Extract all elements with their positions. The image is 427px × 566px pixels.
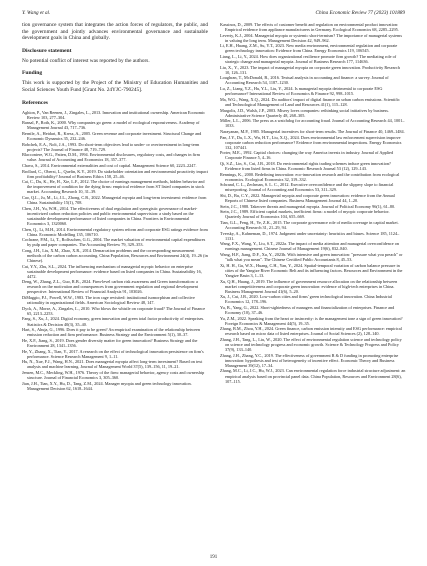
- reference-entry: Lu, Z., Liang, Y.Z., Hu, Y.L., Liu, Y., 2024. Is managerial myopia detrimental to corporate ESG performance? International Review of Economics & Finance 92, 998–1015.: [220, 86, 383, 97]
- reference-entry: Stein, J.C., 1988. Takeover threats and managerial myopia. Journal of Political Economy 96(1), 61–80.: [220, 203, 396, 209]
- reference-entry: Yu, B., Yang, G., 2022. Short-sightedness of managers and financialization of enterprises. Finance and Economy (10), 37–46.: [220, 304, 395, 315]
- reference-entry: Cochrane, P.M., Li, T., Rolfsschen, G.G., 2004. The market valuation of environmental capital expenditures by pulp and paper companies. The Accounting Review 79, 329–353.: [22, 237, 206, 248]
- reference-entry: Cai, C., Du, K., He, H., Xie, L.F., 2012. The choice of earnings management methods, hidden behavior and the improvement of condition for the dying firms: empirical evidence from ST listed companies in stock market. Accounting Research 10, 31–39.: [22, 179, 205, 195]
- reference-entry: Loughran, T., McDonald, B., 2016. Textual analysis in accounting and finance: a survey. Journal of Accounting Research 54, 1187–1230.: [220, 75, 389, 86]
- reference-entry: Chen, Q., Li, M.H., 2014. Environmental regulatory system reform and corporate ESG ratings evidence from China. Economic Modelling 135, 106710.: [22, 226, 208, 237]
- reference-entry: Kassinos, D., 2009. The effects of customer benefit and regulation on environmental product innovation: Empirical evidence from appliance manufacturers in Germany. Ecological Economics 68, 2285–2295.: [220, 22, 399, 33]
- reference-entry: Stein, J.C., 1989. Efficient capital markets, inefficient firms: a model of myopic corporate behavior. Quarterly Journal of Economics 104, 655–669.: [220, 209, 390, 220]
- reference-entry: Blacconiere, W.G., Patten, D.M., 1994. Environmental disclosures, regulatory costs, and changes in firm value. Journal of Accounting and Economics 18, 357–377.: [22, 152, 200, 163]
- reference-entry: Tversky, A., Kahneman, D., 1974. Judgment under uncertainty: heuristics and biases. Science 185, 1124–1131.: [220, 230, 400, 241]
- reference-entry: Chava, S., 2014. Environmental externalities and cost of capital. Management Science 60, 2223–2247.: [22, 163, 197, 168]
- reference-entry: Xu, J., Cui, J.B., 2020. Low-carbon cities and firms' green technological innovation. China Industrial Economics 12, 178–196.: [220, 294, 392, 305]
- reference-entry: Rennings, K., 2000. Redefining innovation: eco-innovation research and the contribution from ecological economics. Ecological Economics 32, 319–332.: [220, 171, 400, 182]
- reference-entry: Xi, H. H., Gu, W.X., Huang, C.H., Yan, Y., 2024. Spatial-temporal variation of carbon balance pressure in cities of the Yangtze River Economic Belt and its influencing factors. Resources and Environment in the Yangtze Basin 3, 1–13.: [220, 262, 403, 278]
- reference-entry: Cao, Q.L., Ju, M., Li, J.L., Zhong, C.B., 2022. Managerial myopia and long-term investment: evidence from China. Sustainability 15(1), 708.: [22, 195, 207, 206]
- reference-entry: Cong, J.H., Liu, X.M., Zhao, X.R., 2014. Demarcation problems and the corresponding measurement methods of the carbon carbon accounting. China Population, Resources and Environment 24(4), 19–26 (in Chinese).: [22, 247, 208, 263]
- funding-heading: Funding: [22, 70, 43, 77]
- page-number: 191: [209, 555, 218, 560]
- reference-entry: Chen, J.H., Yu, W.H., 2014. The effectiveness of dual regulation and synergistic governance of market-incentivized carbon reduction policies and public environmental supervision: a study based on the sustainable development performance of listed companies in China. Frontiers in Environmental Economics 3, 1320060.: [22, 205, 198, 226]
- references-list-left: [22, 110, 208, 391]
- reference-entry: Zhang, B.M., Zhou, Y.H., 2024. Green finance, carbon emission intensity and ESG performance: empirical research based on micro data of listed enterprises. Journal of Social Sciences (2), 128–140.: [220, 326, 402, 337]
- reference-entry: Cui, Y.Y., Zhu, S.L., 2024. The influencing mechanism of managerial myopic behavior on enterprise sustainable development performance: evidence based on listed companies in China. Sustainability 16, 4472.: [22, 263, 202, 279]
- reference-entry: Li, E.H., Huang, Z.M., Su, Y.T., 2023. New media environment, environmental regulation and corporate green technology innovation: Evidence from China. Energy Economics 119, 106545.: [220, 43, 398, 54]
- reference-entry: Porter, M.E., 1992. Capital choices: changing the way America invests in industry. Journal of Applied Corporate Finance 5, 4–16.: [220, 150, 394, 161]
- reference-entry: Shi, D., Bu, C.Y., 2022. Managerial myopia and corporate green innovation: evidence from the Annual Reports of Chinese listed companies. Business Management Journal 44, 1–20.: [220, 193, 395, 204]
- reference-entry: Liu, X., Y., 2023. The impact of managerial myopia on corporate green innovation. Productivity Research 10, 126–131.: [220, 64, 400, 75]
- reference-entry: Margolis, J.D., Walsh, J.P., 2003. Misery loves companies: rethinking social initiatives by business. Administrative Science Quarterly 48, 268–305.: [220, 107, 390, 118]
- reference-entry: DiMaggio, P.J., Powell, W.W., 1983. The iron cage revisited: institutional isomorphism and collective rationality in organizational fields. American Sociological Review 48, 147.: [22, 295, 195, 306]
- reference-entry: Fang, S., Xu, J., 2024. Digital economy, green innovation and green total factor productivity of enterprises. Statistics & Decision 40(3), 35–40.: [22, 316, 205, 327]
- references-heading: References: [22, 99, 48, 106]
- reference-entry: Schrand, C. L., Zechman, S. L. C., 2012. Executive overconfidence and the slippery slope to financial misreporting. Journal of Accounting and Economics 53, 311–329.: [220, 182, 394, 193]
- running-header-journal: China Economic Review 77 (2023) 101889: [315, 10, 405, 16]
- reference-entry: Bernile, A., Heidari, R., Kresz, A., 2005. Green revenue and corporate investment. Structural Change and Economic Dynamics 35, 232–246.: [22, 130, 202, 141]
- reference-entry: Pan, J.Y., Du, L.X., Wu, H.T., Liu, X.Q., 2024. Does environmental law enforcement supervision improve corporate carbon reduction performance? Evidence from environmental inspections. Energy Economics 132, 107441.: [220, 134, 402, 150]
- references-list-right: [220, 22, 406, 384]
- reference-entry: Brollard, C., Oberst, L., Quelin, K.Y., 2019. Do stakeholder orientation and environmental proactivity impact firm profitability? Journal of Business Ethics 158, 25–46.: [22, 168, 208, 179]
- reference-entry: He, Y., Zhang, X., Tian, Y., 2017. A research on the effect of technological innovation persistence on firm's performance. Science Research Management 9, 1–11.: [22, 348, 204, 359]
- reference-entry: Wang, H.F., Jiang, D.F., Xu, Y., 2023b. With intensive and green innovation: "pressure what you preach" or "talk what you mean". The Chinese Certified Public Accountants 8, 45–53.: [220, 252, 403, 263]
- intro-paragraph: tion governance system that integrates the action forces of regulators, the public, and the government and jointly advances environmental governance and sustainable development goals in China and globally.: [22, 22, 208, 42]
- reference-entry: Zhang, M.C., Li, J.C., Hu, W.J., 2023. Can environmental regulation force industrial structure adjustment: an empirical analysis based on provincial panel data. China Population, Resources and Environment 28(6), 107–115.: [220, 368, 406, 384]
- reference-entry: Dyck, A., Morse, A., Zingales, L., 2010. Who blows the whistle on corporate fraud? The Journal of Finance 65, 2213–2253.: [22, 305, 206, 316]
- reference-entry: Zhang, J.H., Tang, L., Liu, W., 2020. The effect of environmental regulation science and technology policy on science and technology progress and economic growth. Science & Technology Progress and Policy 37(9), 133–140.: [220, 336, 402, 353]
- left-column: [22, 22, 208, 391]
- disclosure-text: No potential conflict of interest was reported by the authors.: [22, 57, 150, 64]
- reference-entry: Aghion, P., Van Reenen, J., Zingales, L., 2013. Innovation and institutional ownership. American Economic Review 103, 277–304.: [22, 109, 206, 120]
- reference-entry: Ma, W.G., Wang, X.Q., 2024. Do auditors' impact of digital finance on urban carbon emissions. Scientific and Technological Management of Land and Resources 41(1), 115–128.: [220, 96, 400, 107]
- reference-entry: He, X.F., Jiang, S., 2019. Does gender diversity matter for green innovation? Business Strategy and the Environment 28, 1341–1356.: [22, 337, 198, 348]
- reference-entry: Tian, G.L., Feng, H., Ye, Z.K., 2015. The corporate governance role of media coverage in capital market. Accounting Research 31, 21–29, 94.: [220, 220, 399, 231]
- reference-entry: Miller, L.L., 2006. The press as a watchdog for accounting fraud. Journal of Accounting Research 44, 1001–1033.: [220, 118, 405, 129]
- reference-entry: Hart, S., Ahuja, G., 1996. Does it pay to be green? An empirical examination of the relationship between emission reduction and firm performance. Business Strategy and the Environment 5(1), 30–37.: [22, 327, 200, 338]
- reference-entry: Hu, N., Xue, F.J., Wang, H.N., 2021. Does managerial myopia affect long-term investment? Based on text analysis and machine learning. Journal of Management World 37(5), 139–156, 11, 19–21.: [22, 359, 203, 370]
- reference-entry: Qi, S.Z., Lin, S., Cui, J.B., 2018. Do environmental rights trading schemes induce green innovation? Evidence from listed firms in China. Economic Research Journal 53 (12), 129–143.: [220, 160, 391, 171]
- reference-entry: Bobchek, E.A., Nolt, J.A., 1993. Do short-term objectives lead to under- or overinvestment in long-term projects? The Journal of Finance 48, 719–729.: [22, 141, 200, 152]
- reference-entry: Jian, J.H., Tian, X.Y., Hu, D., Tang, Z.M., 2024. Manager myopia and green technology innovation. Management Decision 62, 1618–1644.: [22, 380, 192, 391]
- reference-entry: Zhang, J.H., Zhang, Y.C., 2019. The effectiveness of government R & D funding in promoting enterprise innovation: hypothesis and test of heterogeneity of incentive effect. Economic Theory and Business Management 39(12), 17–34.: [220, 352, 399, 368]
- running-header-authors: Y. Wang et al.: [22, 10, 51, 16]
- reference-entry: Narayanan, M.P., 1985. Managerial incentives for short-term results. The Journal of Finance 40, 1469–1484.: [220, 128, 405, 134]
- funding-text: This work is supported by the Project of the Ministry of Education Humanities and Social Sciences Youth Fund [Grant No. 24YJC-790245].: [22, 80, 208, 93]
- reference-entry: Liang, L., Li, Y., 2024. How does organizational resilience promote firm growth? The mediating role of strategic change and managerial myopia. Journal of Business Research 177, 114636.: [220, 54, 397, 65]
- reference-entry: Yu, Z.M., 2022. Speaking from the heart or insincerity: is the management tone a sign of green innovation? Foreign Economics & Management 44(5), 19–35.: [220, 315, 403, 326]
- disclosure-heading: Disclosure statement: [22, 47, 72, 54]
- reference-entry: Leverty, K.J., 2004. Managerial myopia or systemic short-termism? The importance of managerial systems in valuing the long term. Management Decision 42, 949–962.: [220, 32, 402, 43]
- reference-entry: Jensen, M.C., Meckling, W.H., 1976. Theory of the firm: managerial behavior, agency costs and ownership structure. Journal of Financial Economics 3, 305–360.: [22, 369, 205, 380]
- reference-entry: Deng, W., Zhang, Z.L., Guo, R.B., 2024. Firm-level carbon risk awareness and Green transformation: a research on the motivation and consequences from government regulation and regional development perspective. International Review of Financial Analysis 91, 103026.: [22, 279, 199, 295]
- reference-entry: Bansal, P., Roth, K., 2000. Why companies go green: a model of ecological responsiveness. Academy of Management Journal 43, 717–736.: [22, 120, 200, 131]
- right-column: [220, 22, 406, 384]
- reference-entry: Xu, Q.H., Huang, J., 2019. The influence of government resource allocation on the relationship between market competitiveness and corporate green innovation: evidence of high-tech enterprises in China. Business Management Journal 41(6), 5–20.: [220, 278, 398, 294]
- reference-entry: Wang, F.X., Wang, Y., Liu, S.T., 2022a. The impact of media attention and managerial overconfidence on earnings management. Chinese Journal of Management 19(6), 832–840.: [220, 241, 399, 252]
